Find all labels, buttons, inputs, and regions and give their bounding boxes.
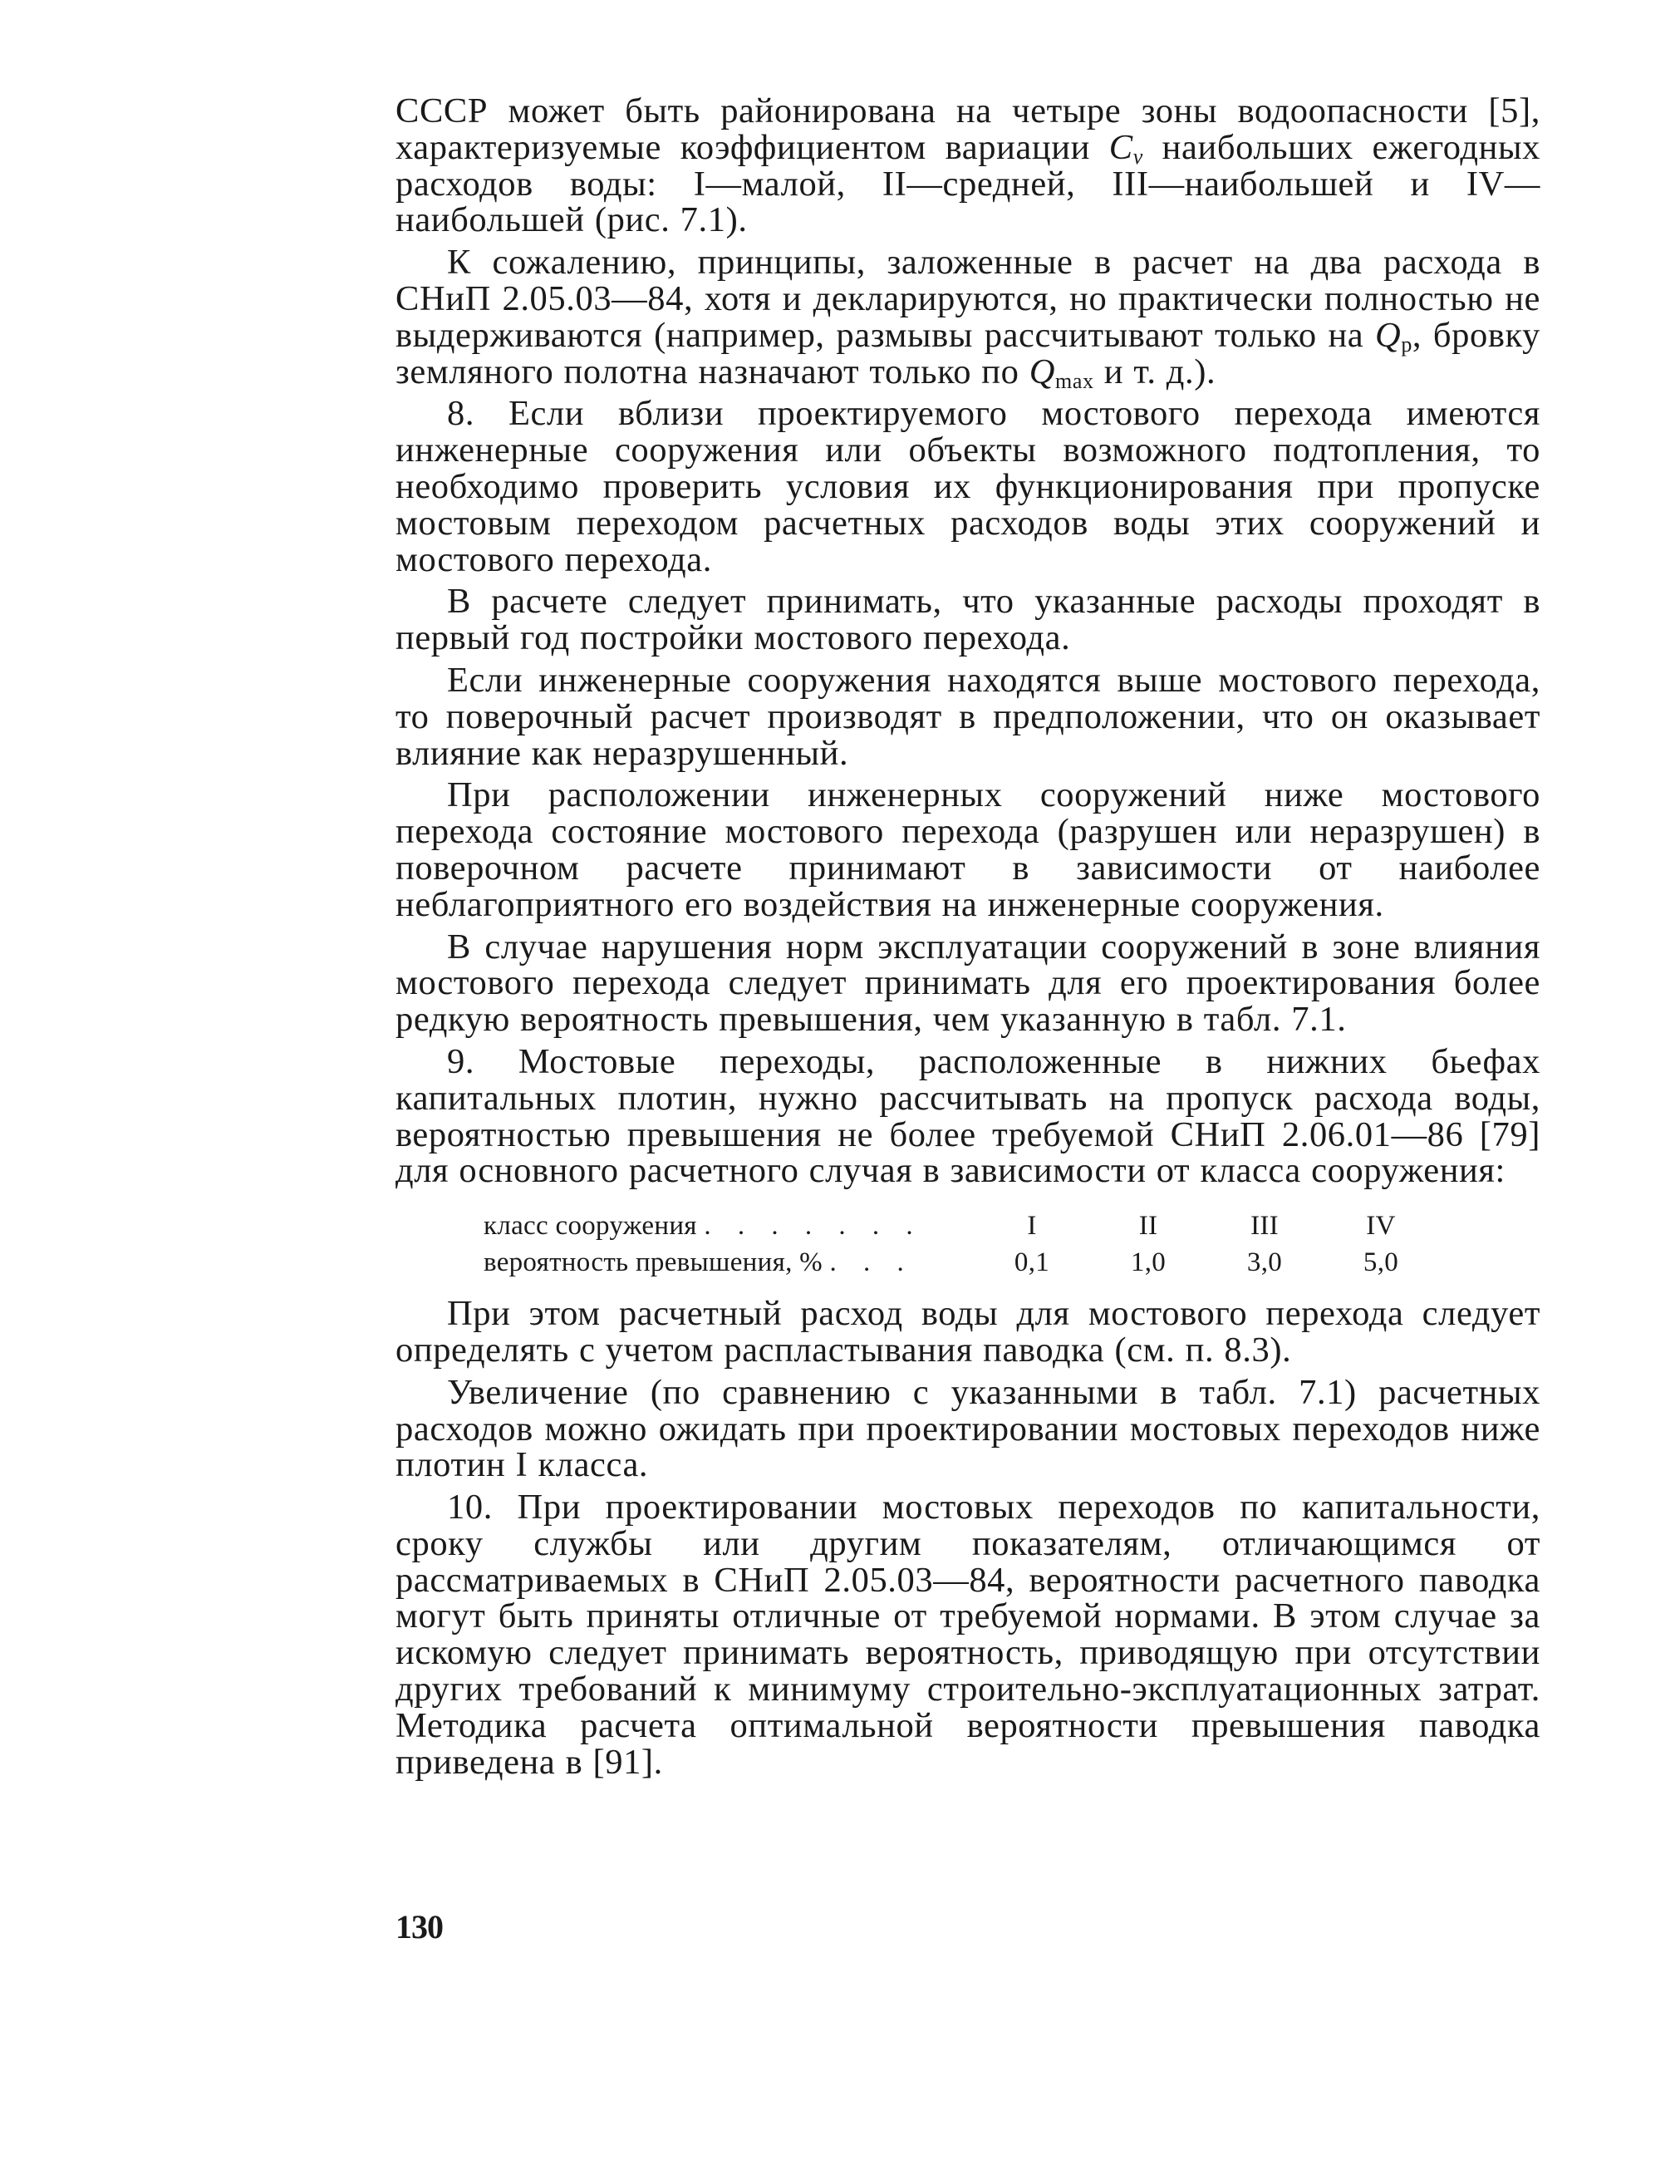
table-row xyxy=(395,1244,1439,1281)
paragraph-violation: В случае нарушения норм эксплуатации сооружений в зоне влияния мостового перехода следует принимать для его проектирования более редкую вероятность превышения, чем указанную в табл. 7.1. xyxy=(395,927,1540,1040)
class-probability-table xyxy=(395,1208,1439,1281)
table-cell: III xyxy=(1250,1211,1279,1242)
table-cell: 3,0 xyxy=(1246,1247,1283,1278)
page-number: 130 xyxy=(395,1908,443,1945)
paragraph-flood-spreading: При этом расчетный расход воды для мостового перехода следует определять с учетом распластывания паводка (см. п. 8.3). xyxy=(395,1294,1540,1370)
paragraph-item-9: 9. Мостовые переходы, расположенные в нижних бьефах капитальных плотин, нужно рассчитывать на пропуск расхода воды, вероятностью превышения не более требуемой СНиП 2.06.01—86 [79] для основного расчетного случая в зависимости от класса сооружения: xyxy=(395,1041,1540,1191)
table-cell: 1,0 xyxy=(1130,1247,1167,1278)
table-row-label: класс сооружения . . . . . . . xyxy=(484,1211,923,1242)
table-cell: IV xyxy=(1366,1211,1396,1242)
table-cell: 0,1 xyxy=(1014,1247,1050,1278)
paragraph-upstream: Если инженерные сооружения находятся выше мостового перехода, то поверочный расчет производят в предположении, что он оказывает влияние как неразрушенный. xyxy=(395,660,1540,773)
paragraph-increase: Увеличение (по сравнению с указанными в табл. 7.1) расчетных расходов можно ожидать при проектировании мостовых переходов ниже плотин I класса. xyxy=(395,1372,1540,1485)
paragraph-item-10: 10. При проектировании мостовых переходов по капитальности, сроку службы или другим показателям, отличающимся от рассматриваемых в СНиП 2.05.03—84, вероятности расчетного паводка могут быть приняты отличные от требуемой нормами. В этом случае за искомую следует принимать вероятность, приводящую при отсутствии других требований к минимуму строительно-эксплуатационных затрат. Методика расчета оптимальной вероятности превышения паводка приведена в [91]. xyxy=(395,1488,1540,1782)
paragraph-item-8: 8. Если вблизи проектируемого мостового перехода имеются инженерные сооружения или объекты возможного подтопления, то необходимо проверить условия их функционирования при пропуске мостовым переходом расчетных расходов воды этих сооружений и мостового перехода. xyxy=(395,394,1540,579)
page-body xyxy=(395,93,1540,1780)
paragraph-first-year: В расчете следует принимать, что указанные расходы проходят в первый год постройки мостового перехода. xyxy=(395,582,1540,658)
table-row xyxy=(395,1208,1439,1244)
table-cell: I xyxy=(1027,1211,1037,1242)
table-cell: 5,0 xyxy=(1363,1247,1399,1278)
table-row-label: вероятность превышения, % . . . xyxy=(484,1247,914,1278)
paragraph-downstream: При расположении инженерных сооружений ниже мостового перехода состояние мостового перехода (разрушен или неразрушен) в поверочном расчете принимают в зависимости от наиболее неблагоприятного его воздействия на инженерные сооружения. xyxy=(395,775,1540,924)
table-cell: II xyxy=(1138,1211,1158,1242)
paragraph-principles: К сожалению, принципы, заложенные в расчет на два расхода в СНиП 2.05.03—84, хотя и декларируются, но практически полностью не выдерживаются (например, размывы рассчитывают только на $Q_р$, бровку земляного полотна назначают только по $Q_{max}$ и т. д.). xyxy=(395,243,1540,393)
paragraph-zones: СССР может быть районирована на четыре зоны водоопасности [5], характеризуемые коэффициентом вариации $C_v$ наибольших ежегодных расходов воды: I—малой, II—средней, III—наибольшей и IV—наибольшей (рис. 7.1). xyxy=(395,91,1540,240)
